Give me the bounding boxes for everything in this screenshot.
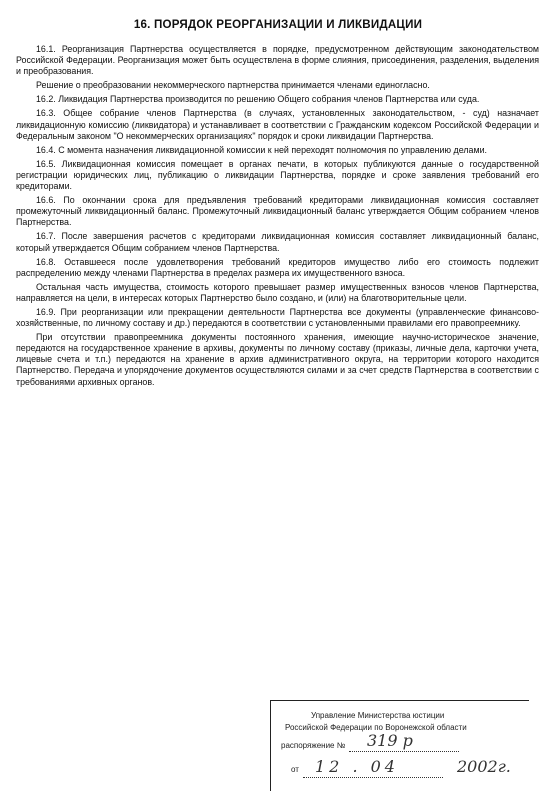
stamp-order-underline <box>349 751 459 752</box>
stamp-order-label: распоряжение № <box>281 741 346 750</box>
paragraph-16-9: 16.9. При реорганизации или прекращении деятельности Партнерства все документы (управленческие финансово-хозяйственные, по личному составу и др.) передаются в соответствии с установленными правилами его правопреемнику. <box>16 306 539 329</box>
paragraph-16-4: 16.4. С момента назначения ликвидационной комиссии к ней переходят полномочия по управлению делами. <box>36 144 488 155</box>
stamp-region-line: Российской Федерации по Воронежской области <box>285 723 467 732</box>
stamp-authority-line: Управление Министерства юстиции <box>311 711 445 720</box>
stamp-date-label: от <box>291 765 299 774</box>
section-body <box>16 44 539 391</box>
stamp-year-value: 2002г. <box>457 757 511 776</box>
paragraph-16-2: 16.2. Ликвидация Партнерства производится по решению Общего собрания членов Партнерства или суда. <box>36 94 480 105</box>
paragraph-16-9-archive: При отсутствии правопреемника документы постоянного хранения, имеющие научно-историческое значение, передаются на государственное хранение в архивы, документы по личному составу (приказы, личные дела, карточки учета, лицевые счета и т.п.) передаются на хранение в архив административного округа, на территории которого находится Партнерство. Передача и упорядочение документов осуществляются силами и за счет средств Партнерства в соответствии с требованиями архивных органов. <box>16 332 539 387</box>
stamp-date-underline <box>303 777 443 778</box>
stamp-order-number: 319 р <box>367 731 413 750</box>
registration-stamp <box>270 700 529 791</box>
paragraph-16-7: 16.7. После завершения расчетов с кредиторами ликвидационная комиссия составляет ликвидационный баланс, который утверждается Общим собранием членов Партнерства. <box>16 231 539 253</box>
paragraph-16-3: 16.3. Общее собрание членов Партнерства (в случаях, установленных законодательством, - суд) назначает ликвидационную комиссию (ликвидатора) и устанавливает в соответствии с Гражданским кодексом Российской Федерации и Федеральным законом "О некоммерческих организациях" порядок и сроки ликвидации Партнерства. <box>16 108 539 141</box>
paragraph-16-6: 16.6. По окончании срока для предъявления требований кредиторами ликвидационная комиссия составляет промежуточный ликвидационный баланс. Промежуточный ликвидационный баланс утверждается Общим собранием членов Партнерства. <box>16 195 539 228</box>
stamp-date-value: 12 . 04 <box>315 757 399 776</box>
paragraph-16-5: 16.5. Ликвидационная комиссия помещает в органах печати, в которых публикуются данные о государственной регистрации юридических лиц, публикацию о ликвидации Партнерства, порядке и сроке заявления требований его кредиторами. <box>16 158 539 192</box>
paragraph-16-1: 16.1. Реорганизация Партнерства осуществляется в порядке, предусмотренном действующим законодательством Российской Федерации. Реорганизация может быть осуществлена в форме слияния, присоединения, разделения, выделения и преобразования. <box>16 44 539 77</box>
paragraph-16-8: 16.8. Оставшееся после удовлетворения требований кредиторов имущество либо его стоимость подлежит распределению между членами Партнерства в пределах размера их имущественного взноса. <box>16 256 539 278</box>
section-title: 16. ПОРЯДОК РЕОРГАНИЗАЦИИ И ЛИКВИДАЦИИ <box>133 18 423 31</box>
paragraph-16-1-note: Решение о преобразовании некоммерческого партнерства принимается членами единогласно. <box>36 80 430 91</box>
paragraph-16-8-remainder: Остальная часть имущества, стоимость которого превышает размер имущественных взносов членов Партнерства, направляется на цели, в интересах которых Партнерство было создано, и (или) на благотворительные цели. <box>16 281 539 303</box>
